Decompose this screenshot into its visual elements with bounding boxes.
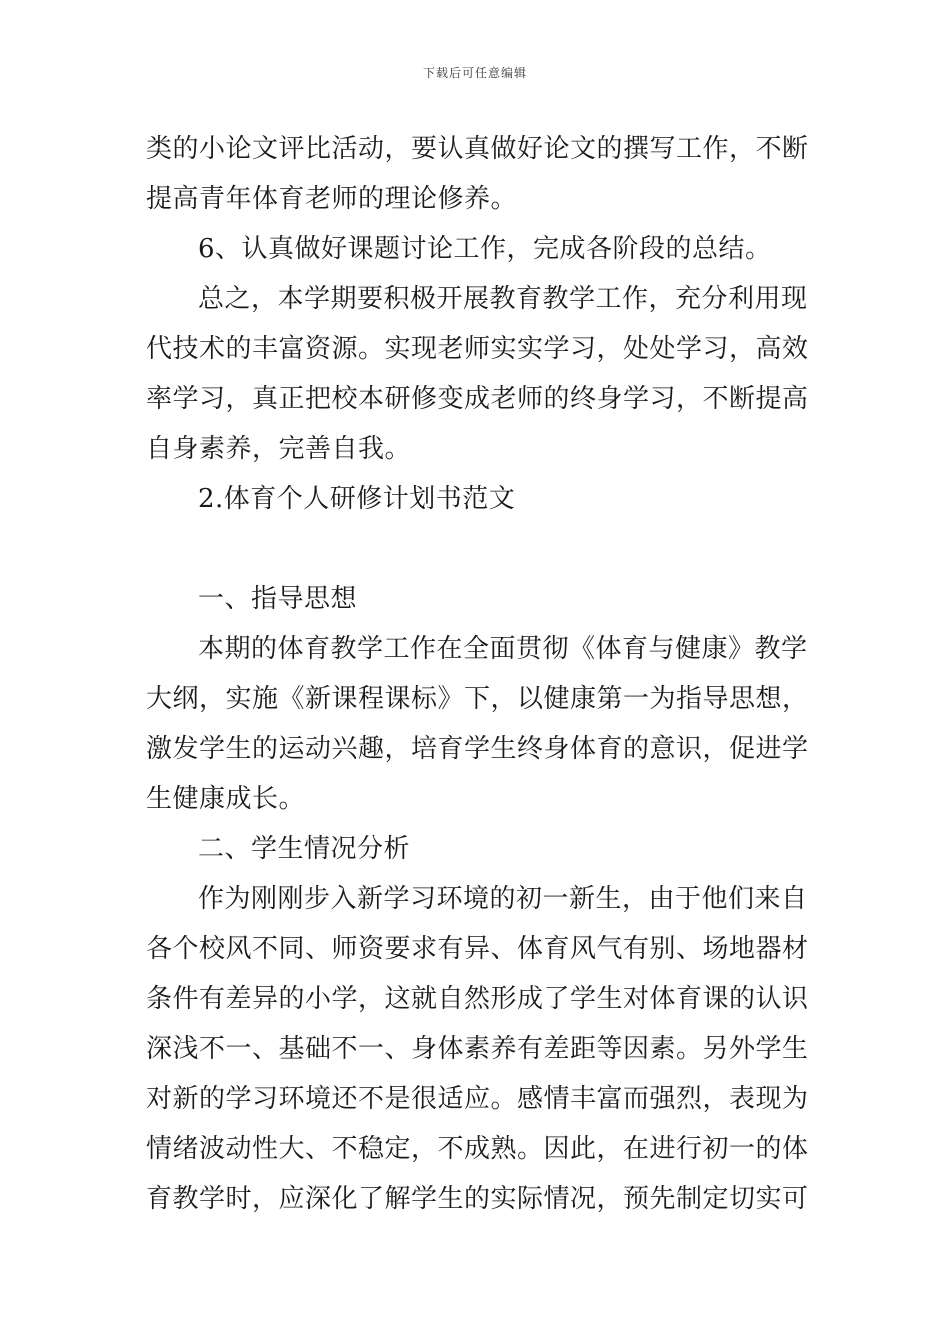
text-line: 激发学生的运动兴趣，培育学生终身体育的意识，促进学 xyxy=(146,734,809,764)
text-line: 类的小论文评比活动，要认真做好论文的撰写工作，不断 xyxy=(146,134,809,164)
blank-line xyxy=(146,524,806,574)
paragraph-start: 作为刚刚步入新学习环境的初一新生，由于他们来自 xyxy=(198,884,808,914)
text-line: 代技术的丰富资源。实现老师实实学习，处处学习，高效 xyxy=(146,334,809,364)
text-line: 对新的学习环境还不是很适应。感情丰富而强烈，表现为 xyxy=(146,1084,809,1114)
list-item: 6、认真做好课题讨论工作，完成各阶段的总结。 xyxy=(198,234,772,264)
text-line: 率学习，真正把校本研修变成老师的终身学习，不断提高 xyxy=(146,384,809,414)
document-body xyxy=(146,124,809,1224)
text-line: 提高青年体育老师的理论修养。 xyxy=(146,184,518,214)
text-line: 深浅不一、基础不一、身体素养有差距等因素。另外学生 xyxy=(146,1034,809,1064)
heading: 一、指导思想 xyxy=(198,584,358,614)
text-line: 育教学时，应深化了解学生的实际情况，预先制定切实可 xyxy=(146,1184,809,1214)
paragraph-start: 本期的体育教学工作在全面贯彻《体育与健康》教学 xyxy=(198,634,808,664)
text-line: 大纲，实施《新课程课标》下，以健康第一为指导思想， xyxy=(146,684,809,714)
section-title: 2.体育个人研修计划书范文 xyxy=(198,484,516,514)
paragraph-start: 总之，本学期要积极开展教育教学工作，充分利用现 xyxy=(198,284,808,314)
heading: 二、学生情况分析 xyxy=(198,834,411,864)
text-line: 各个校风不同、师资要求有异、体育风气有别、场地器材 xyxy=(146,934,809,964)
text-line: 生健康成长。 xyxy=(146,784,306,814)
text-line: 情绪波动性大、不稳定，不成熟。因此，在进行初一的体 xyxy=(146,1134,809,1164)
text-line: 条件有差异的小学，这就自然形成了学生对体育课的认识 xyxy=(146,984,809,1014)
page-header: 下载后可任意编辑 xyxy=(422,66,527,80)
text-line: 自身素养，完善自我。 xyxy=(146,434,412,464)
